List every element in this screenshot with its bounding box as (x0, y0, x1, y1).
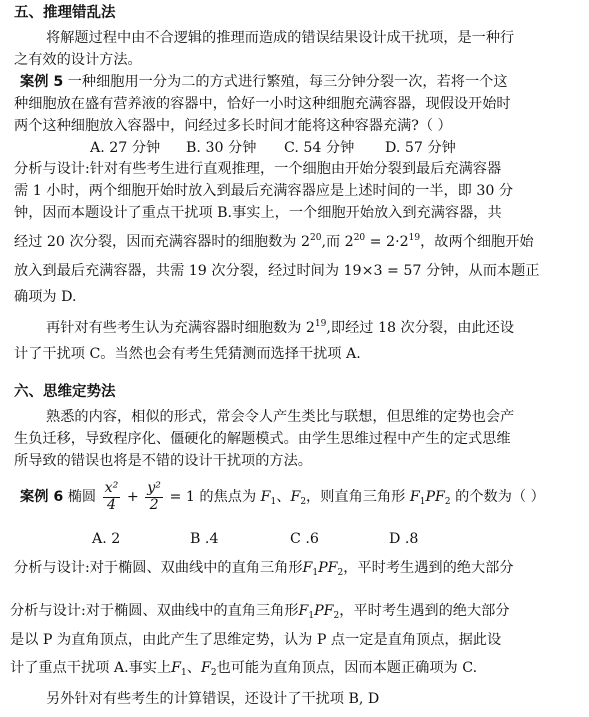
analysis6-line: 分析与设计:对于椭圆、双曲线中的直角三角形$F_1PF_2$，平时考生遇到的绝大部分 (14, 560, 514, 578)
analysis5b-line: 计了干扰项 C。当然也会有考生凭猜测而选择干扰项 A. (14, 346, 361, 362)
case6-option-b: B .4 (190, 531, 219, 547)
analysis5-line: 钟，因而本题设计了重点干扰项 B.事实上，一个细胞开始放入到充满容器，共 (14, 205, 502, 221)
section6-heading: 六、思维定势法 (14, 384, 116, 400)
analysis5-line: 确项为 D. (14, 289, 77, 305)
analysis6-line: 是以 P 为直角顶点，由此产生了思维定势，认为 P 点一定是直角顶点，据此设 (10, 632, 502, 648)
section6-paragraph-line: 生负迁移，导致程序化、僵硬化的解题模式。由学生思维过程中产生的定式思维 (14, 431, 511, 447)
section6-paragraph-line: 所导致的错误也将是不错的设计干扰项的方法。 (14, 453, 312, 469)
case6-option-c: C .6 (290, 531, 319, 547)
case5-label: 案例 5 (20, 74, 64, 90)
case6-option-a: A. 2 (92, 531, 121, 547)
analysis6-line: 计了重点干扰项 A.事实上$F_1$、$F_2$也可能为直角顶点，因而本题正确项为 C. (10, 660, 478, 678)
analysis5-line: 需 1 小时，两个细胞开始时放入到最后充满容器应是上述时间的一半，即 30 分 (14, 183, 514, 199)
section5-paragraph-line: 之有效的设计方法。 (14, 52, 142, 68)
case6-label: 案例 6 (20, 489, 64, 506)
case5-line (20, 75, 508, 89)
analysis5-line: 分析与设计:针对有些考生进行直观推理，一个细胞由开始分裂到最后充满容器 (14, 161, 502, 177)
fraction-x: $\frac{\text{x²}}{4}$ (104, 480, 119, 513)
case5-option-c: C. 54 分钟 (284, 140, 355, 156)
analysis5b-line: 再针对有些考生认为充满容器时细胞数为 $2^{19}$,即经过 18 次分裂，由此还设 (46, 319, 515, 336)
analysis6-line: 另外针对有些考生的计算错误，还设计了干扰项 B, D (46, 691, 380, 707)
case6-line: 案例 6 椭圆 $\frac{\text{x²}}{4}$ + $\frac{\text{y²}}{2}$ = 1 的焦点为 $F_1$、$F_2$，则直角三角形 $F_1PF_2$ 的个数为（ ） (20, 480, 545, 513)
analysis5-line: 经过 20 次分裂，因而充满容器时的细胞数为 $2^{20}$,而 $2^{20} = 2\cdot 2^{19}$，故两个细胞开始 (14, 233, 534, 250)
fraction-y: $\frac{\text{y²}}{2}$ (147, 480, 161, 513)
case5-option-b: B. 30 分钟 (186, 140, 257, 156)
case5-line: 种细胞放在盛有营养液的容器中，恰好一小时这种细胞充满容器，现假设开始时 (14, 96, 511, 112)
case5-option-d: D. 57 分钟 (385, 140, 456, 156)
section5-paragraph-line: 将解题过程中由不合逻辑的推理而造成的错误结果设计成干扰项，是一种行 (46, 30, 515, 46)
case5-option-a: A. 27 分钟 (90, 140, 161, 156)
case5-line: 两个这种细胞放入容器中，问经过多长时间才能将这种容器充满?（ ） (14, 118, 452, 134)
analysis6-line: 分析与设计:对于椭圆、双曲线中的直角三角形$F_1PF_2$，平时考生遇到的绝大部分 (10, 603, 510, 621)
analysis5-line: 放入到最后充满容器，共需 19 次分裂，经过时间为 19×3 = 57 分钟，从而本题正 (14, 263, 540, 279)
case5-text: 一种细胞用一分为二的方式进行繁殖，每三分钟分裂一次，若将一个这 (67, 74, 508, 90)
section5-heading: 五、推理错乱法 (14, 5, 116, 21)
section6-paragraph-line: 熟悉的内容，相似的形式，常会令人产生类比与联想，但思维的定势也会产 (46, 409, 515, 425)
case6-option-d: D .8 (389, 531, 419, 547)
